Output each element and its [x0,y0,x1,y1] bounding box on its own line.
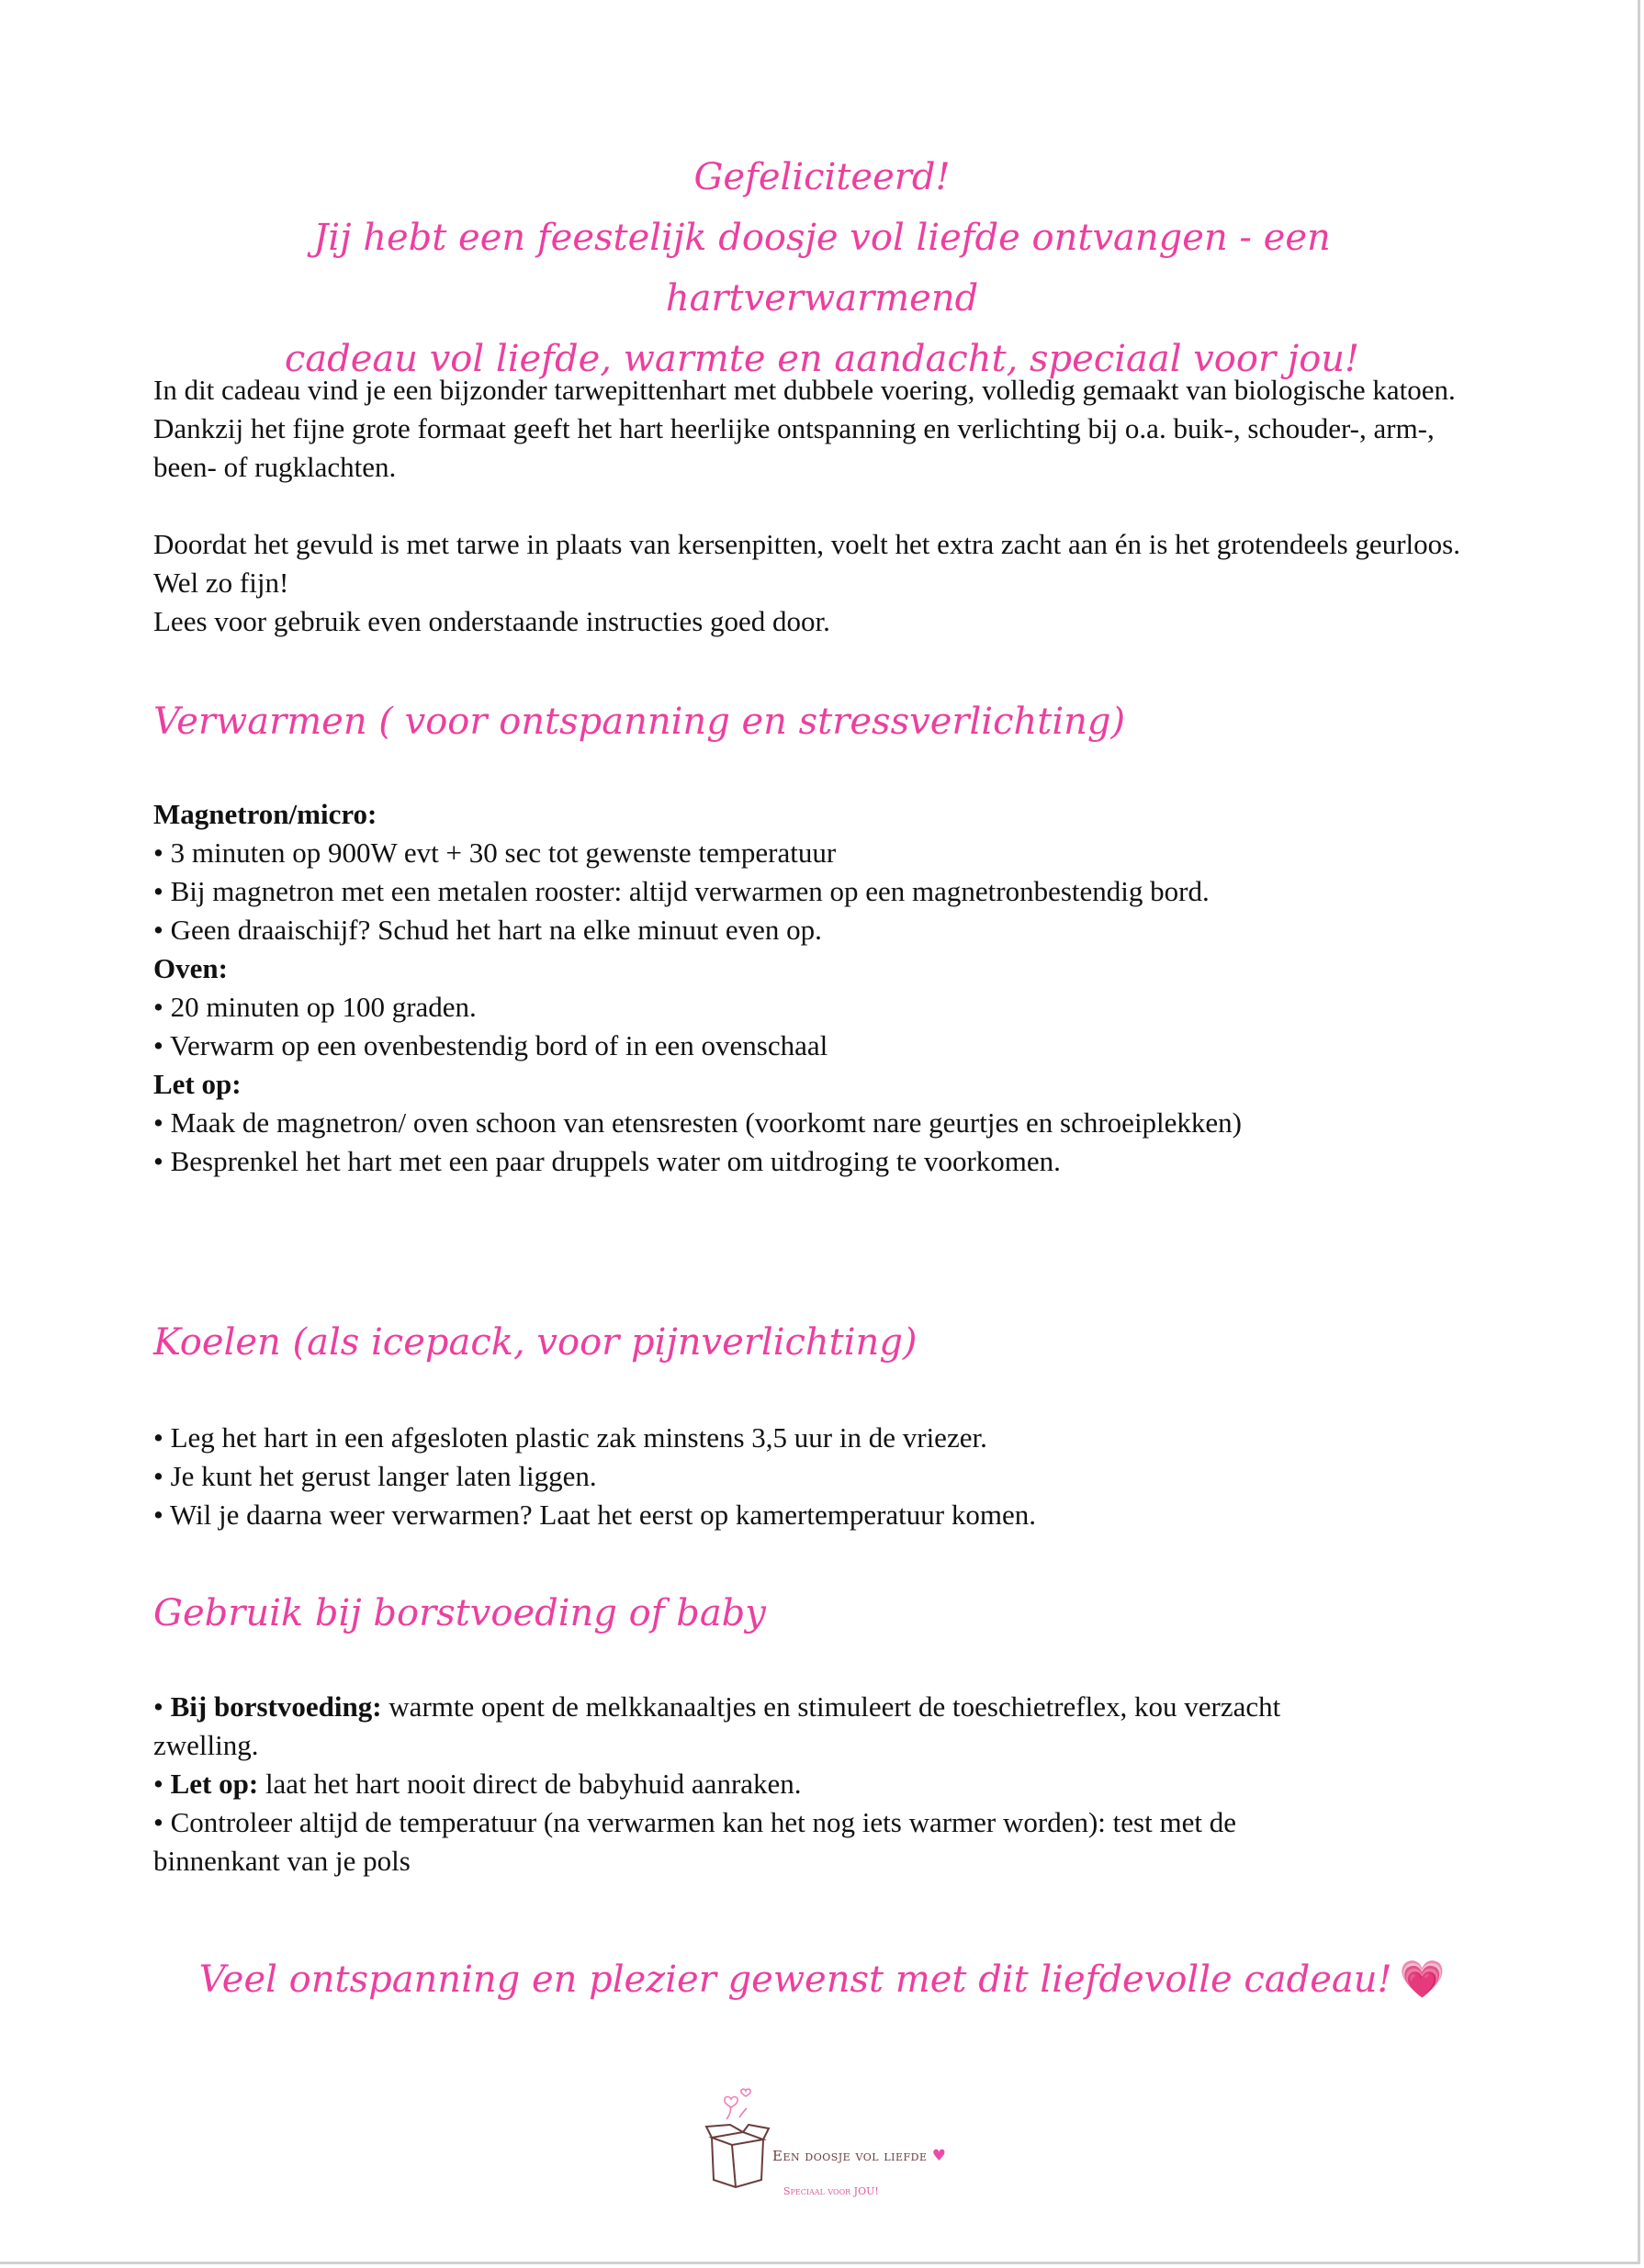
brand-logo [693,2084,969,2213]
oven-label: Oven: [153,952,228,984]
cooling-instructions [153,1419,1476,1534]
cooling-item: • Je kunt het gerust langer laten liggen. [153,1460,597,1492]
paragraph-1: In dit cadeau vind je een bijzonder tarwepittenhart met dubbele voering, volledig gemaakt van biologische katoen. Dankzij het fijne grote formaat geeft het hart heerlijke ontspanning en verlichting bij o.a. buik-, schouder-, arm-, been- of rugklachten. [153,374,1456,483]
note-item: • Besprenkel het hart met een paar druppels water om uitdroging te voorkomen. [153,1145,1061,1177]
baby-item: • Let op: laat het hart nooit direct de babyhuid aanraken. [153,1768,802,1800]
intro-paragraph [153,371,1476,487]
baby-instructions [153,1688,1476,1881]
cooling-item: • Wil je daarna weer verwarmen? Laat het eerst op kamertemperatuur komen. [153,1499,1036,1531]
intro-line-3: cadeau vol liefde, warmte en aandacht, speciaal voor jou! [284,338,1360,380]
baby-note-label: Let op: [170,1768,259,1800]
baby-item: • Bij borstvoeding: warmte opent de melkkanaaltjes en stimuleert de toeschietreflex, kou verzacht zwelling. [153,1690,1281,1761]
intro-heading [154,147,1490,389]
oven-item: • 20 minuten op 100 graden. [153,991,477,1023]
paragraph-2b: Lees voor gebruik even onderstaande instructies goed door. [153,605,830,637]
note-label: Let op: [153,1068,242,1100]
heading-cooling: Koelen (als icepack, voor pijnverlichting) [153,1321,918,1364]
heading-warming: Verwarmen ( voor ontspanning en stressverlichting) [153,701,1126,743]
note-item: • Maak de magnetron/ oven schoon van etensresten (voorkomt nare geurtjes en schroeiplekken) [153,1106,1243,1139]
logo-title: Een doosje vol liefde ♥ [772,2147,947,2165]
oven-item: • Verwarm op een ovenbestendig bord of in een ovenschaal [153,1029,828,1061]
closing-text: Veel ontspanning en plezier gewenst met dit liefdevolle cadeau! [198,1959,1392,2001]
pink-heart-icon: 💗 [1399,1959,1446,2001]
closing-message [154,1951,1490,2008]
logo-subtitle: Speciaal voor JOU! [783,2185,879,2197]
heading-baby: Gebruik bij borstvoeding of baby [153,1592,766,1634]
paragraph-2a: Doordat het gevuld is met tarwe in plaats van kersenpitten, voelt het extra zacht aan én is het grotendeels geurloos. Wel zo fijn! [153,528,1460,599]
warming-instructions [153,795,1476,1181]
heart-icon: ♥ [931,2147,947,2165]
baby-item: • Controleer altijd de temperatuur (na verwarmen kan het nog iets warmer worden): test met de binnenkant van je pols [153,1806,1236,1877]
cooling-item: • Leg het hart in een afgesloten plastic zak minstens 3,5 uur in de vriezer. [153,1421,987,1454]
wheat-paragraph [153,525,1476,641]
microwave-item: • Bij magnetron met een metalen rooster: altijd verwarmen op een magnetronbestendig bord. [153,875,1210,907]
intro-line-1: Gefeliciteerd! [693,156,951,198]
intro-line-2: Jij hebt een feestelijk doosje vol liefde ontvangen - een hartverwarmend [313,217,1331,320]
microwave-label: Magnetron/micro: [153,798,377,830]
microwave-item: • 3 minuten op 900W evt + 30 sec tot gewenste temperatuur [153,836,837,869]
microwave-item: • Geen draaischijf? Schud het hart na elke minuut even op. [153,914,822,946]
breastfeeding-label: Bij borstvoeding: [170,1690,382,1723]
